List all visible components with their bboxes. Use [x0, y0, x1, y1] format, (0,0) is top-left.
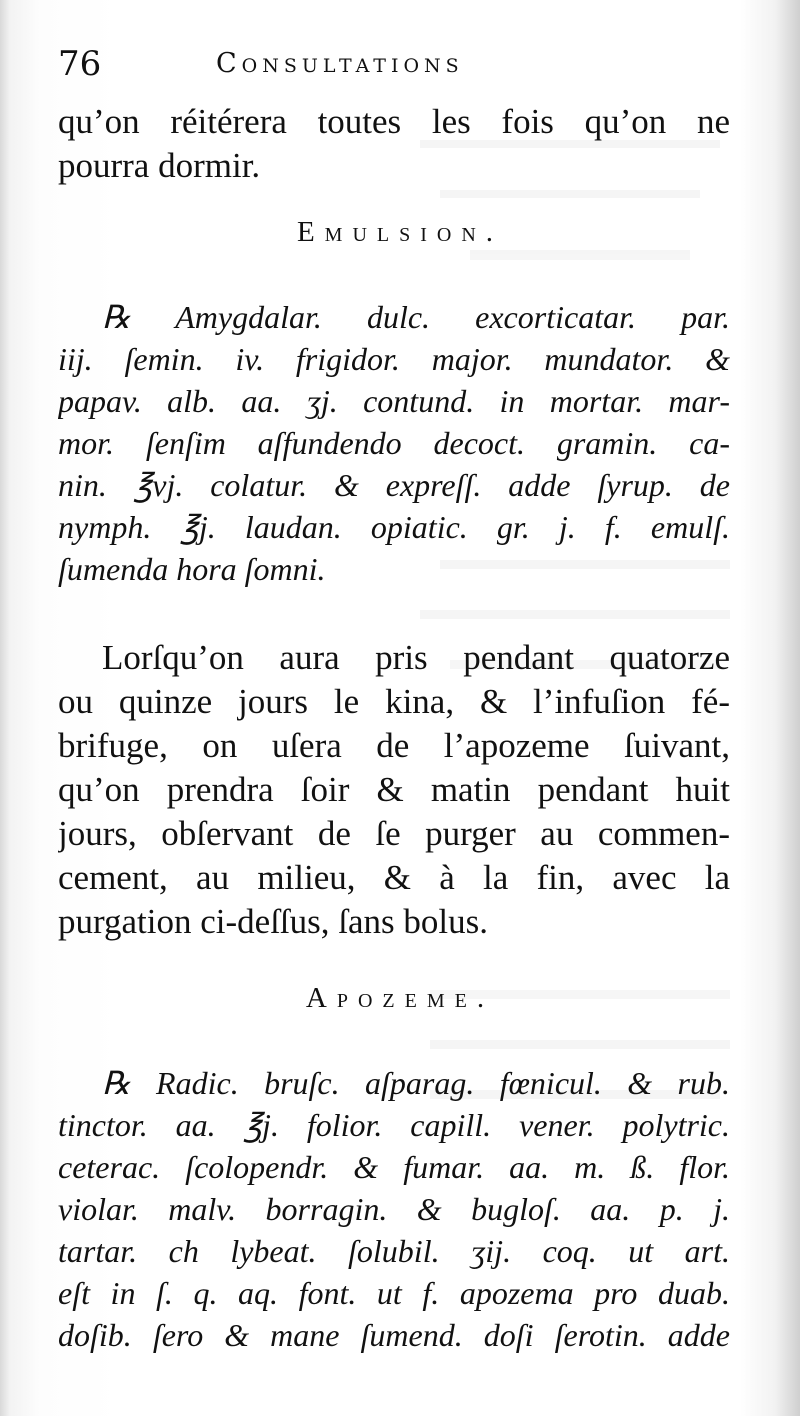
- recipe-line: ℞ Radic. bruſc. aſparag. fœnicul. & rub.: [102, 1065, 730, 1101]
- running-title: Consultations: [216, 48, 464, 79]
- intro-text: [58, 100, 730, 188]
- text-line: cement, au milieu, & à la fin, avec la: [58, 858, 730, 897]
- body-paragraph: [58, 636, 730, 944]
- recipe-line: papav. alb. aa. ʒj. contund. in mortar. mar-: [58, 383, 730, 419]
- text-line: jours, obſervant de ſe purger au commen-: [58, 814, 730, 853]
- recipe-line: violar. malv. borragin. & bugloſ. aa. p. j.: [58, 1191, 730, 1227]
- recipe-line: eſt in ſ. q. aq. font. ut f. apozema pro duab.: [58, 1275, 730, 1311]
- recipe-line: ceterac. ſcolopendr. & fumar. aa. m. ß. flor.: [58, 1149, 730, 1185]
- apozeme-recipe: [58, 1062, 730, 1356]
- section-heading-apozeme: Apozeme.: [305, 982, 495, 1014]
- page-number: 76: [58, 44, 102, 84]
- recipe-line: doſib. ſero & mane ſumend. doſi ſerotin. adde: [58, 1317, 730, 1353]
- text-line: pourra dormir.: [58, 146, 261, 185]
- running-head: [58, 44, 738, 96]
- recipe-line: tinctor. aa. ℥j. folior. capill. vener. polytric.: [58, 1107, 730, 1143]
- recipe-line: ℞ Amygdalar. dulc. excorticatar. par.: [102, 299, 730, 335]
- text-line: qu’on prendra ſoir & matin pendant huit: [58, 770, 730, 809]
- text-line: brifuge, on uſera de l’apozeme ſuivant,: [58, 726, 730, 765]
- recipe-line: nin. ℥vj. colatur. & expreſſ. adde ſyrup. de: [58, 467, 730, 503]
- emulsion-recipe: [58, 296, 730, 590]
- text-line: Lorſqu’on aura pris pendant quatorze: [102, 638, 730, 677]
- text-line: qu’on réitérera toutes les fois qu’on ne: [58, 102, 730, 141]
- recipe-line: mor. ſenſim aſfundendo decoct. gramin. ca-: [58, 425, 730, 461]
- recipe-line: iij. ſemin. iv. frigidor. major. mundator. &: [58, 341, 730, 377]
- section-heading-emulsion: Emulsion.: [296, 216, 504, 248]
- text-line: purgation ci-deſſus, ſans bolus.: [58, 902, 488, 941]
- recipe-line: nymph. ℥j. laudan. opiatic. gr. j. f. emulſ.: [58, 509, 730, 545]
- recipe-line: ſumenda hora ſomni.: [58, 551, 326, 587]
- recipe-line: tartar. ch lybeat. ſolubil. ʒij. coq. ut art.: [58, 1233, 730, 1269]
- text-line: ou quinze jours le kina, & l’infuſion fé-: [58, 682, 730, 721]
